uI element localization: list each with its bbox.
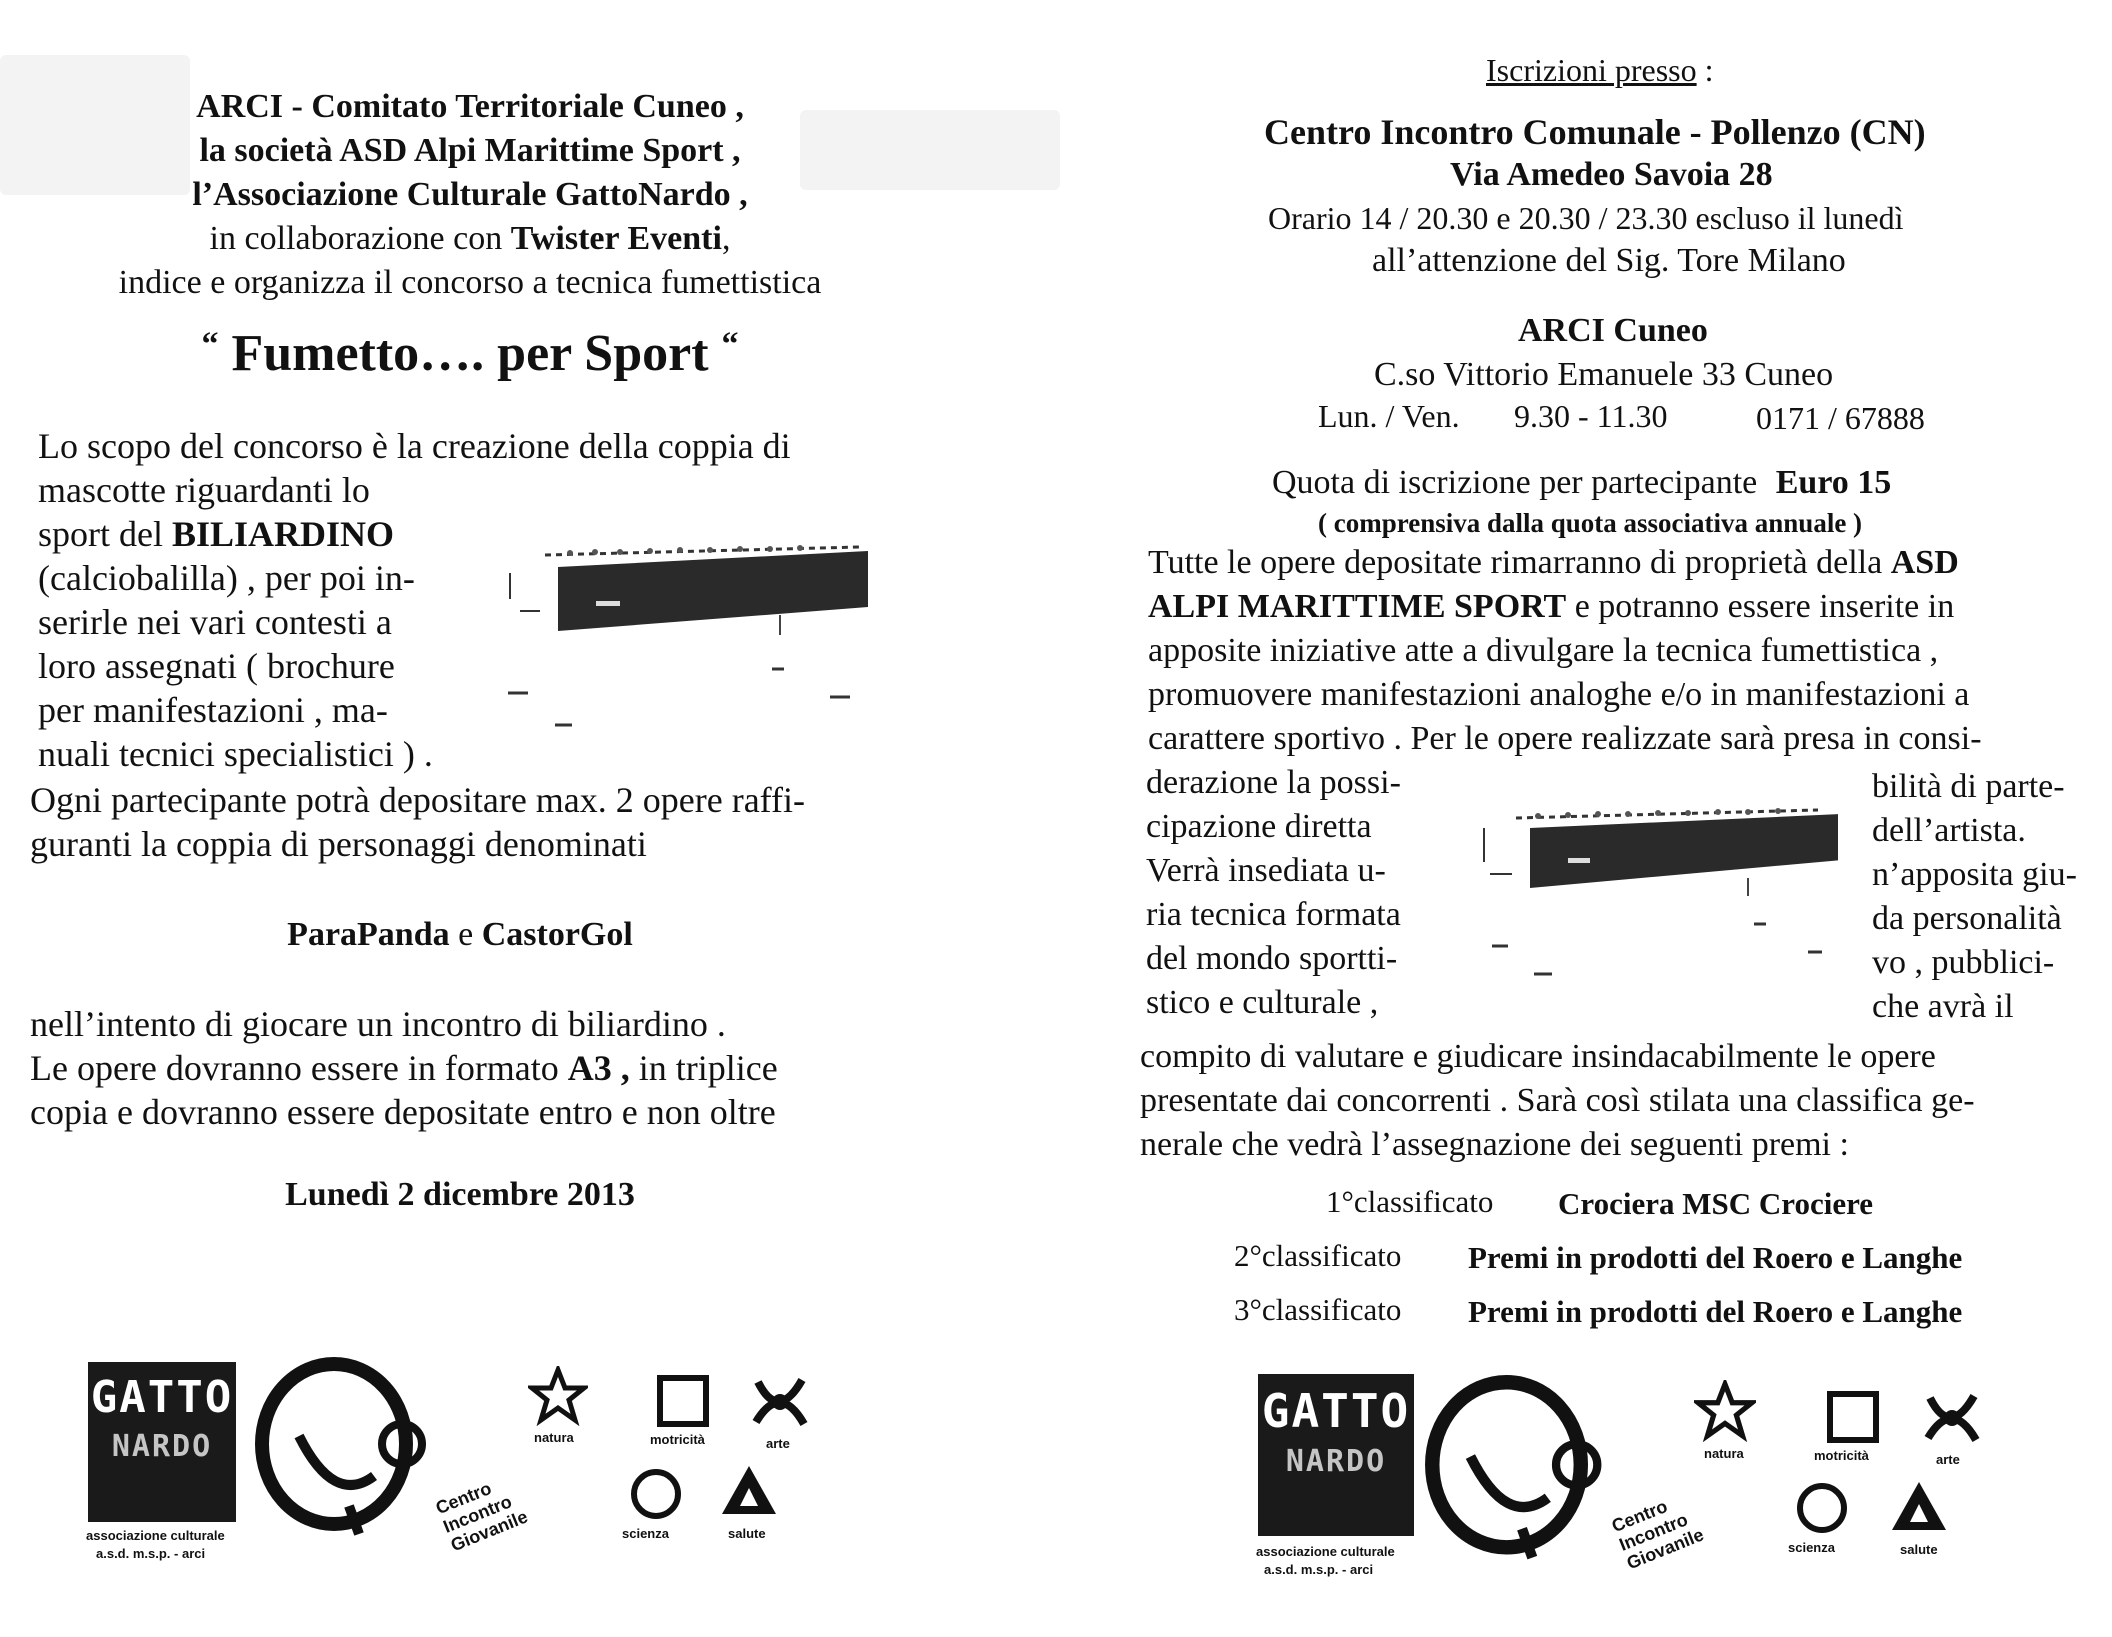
p2-line-1: Ogni partecipante potrà depositare max. 2 opere raffi- <box>30 780 806 820</box>
collaboration-line <box>60 222 880 256</box>
label-arte: arte <box>766 1436 790 1451</box>
body-line-2-suffix: e potranno essere inserite in <box>1574 588 1955 625</box>
wrap-right-3: n’apposita giu- <box>1872 856 2077 893</box>
triangle-icon <box>718 1462 780 1523</box>
gattonardo-logo <box>88 1362 236 1522</box>
wrap-right-2: dell’artista. <box>1872 812 2026 849</box>
body-line-1-bold: ASD <box>1890 544 1959 581</box>
wrap-left-1: derazione la possi- <box>1146 764 1401 801</box>
arci-phone: 0171 / 67888 <box>1756 400 1925 436</box>
centro-q-logo-right <box>1424 1374 1620 1575</box>
fee-text: Quota di iscrizione per partecipante <box>1272 464 1758 501</box>
foosball-table-image <box>500 535 880 735</box>
label-scienza-right: scienza <box>1788 1540 1835 1555</box>
label-scienza: scienza <box>622 1526 669 1541</box>
venue-address: Via Amedeo Savoia 28 <box>1450 156 1773 193</box>
label-motricita-right: motricità <box>1814 1448 1869 1463</box>
arci-days: Lun. / Ven. <box>1318 398 1460 434</box>
p3-line-2-bold: A3 , <box>567 1048 630 1088</box>
arci-name: ARCI Cuneo <box>1518 312 1708 349</box>
registration-heading <box>1486 54 1714 86</box>
fee-amount: Euro 15 <box>1775 464 1892 501</box>
p1-line-2: mascotte riguardanti lo <box>38 470 370 510</box>
p2-line-2: guranti la coppia di personaggi denominati <box>30 824 647 864</box>
venue-attention: all’attenzione del Sig. Tore Milano <box>1372 242 1846 279</box>
deadline: Lunedì 2 dicembre 2013 <box>285 1176 635 1213</box>
contest-title <box>60 325 880 382</box>
body-line-1 <box>1148 546 1959 580</box>
body-line-2-bold: ALPI MARITTIME SPORT <box>1148 588 1567 625</box>
body-line-13: presentate dai concorrenti . Sarà così stilata una classifica ge- <box>1140 1082 1975 1119</box>
venue-name-b: Pollenzo (CN) <box>1710 112 1926 152</box>
wrap-left-3: Verrà insediata u- <box>1146 852 1386 889</box>
label-natura-right: natura <box>1704 1446 1744 1461</box>
char-1: ParaPanda <box>287 916 450 953</box>
gatto-logo-top: GATTO <box>90 1372 234 1423</box>
collab-name: Twister Eventi <box>510 220 722 257</box>
venue-line <box>1264 114 1926 150</box>
prize-3-prize: Premi in prodotti del Roero e Langhe <box>1468 1294 1963 1329</box>
wrap-right-4: da personalità <box>1872 900 2062 937</box>
char-2: CastorGol <box>481 916 633 953</box>
wrap-left-2: cipazione diretta <box>1146 808 1372 845</box>
characters-line <box>60 918 860 952</box>
label-natura: natura <box>534 1430 574 1445</box>
gatto-logo-top-right: GATTO <box>1261 1384 1411 1438</box>
collab-suffix: , <box>721 220 731 257</box>
header-line-2: la società ASD Alpi Marittime Sport , <box>199 132 741 169</box>
char-and: e <box>458 916 474 953</box>
p1-line-3-prefix: sport del <box>38 514 163 554</box>
gatto-caption-1: associazione culturale <box>86 1528 225 1543</box>
body-line-14: nerale che vedrà l’assegnazione dei seguenti premi : <box>1140 1126 1849 1163</box>
centro-caption: Centro Incontro Giovanile <box>432 1477 531 1555</box>
header-line-1: ARCI - Comitato Territoriale Cuneo , <box>196 88 744 125</box>
venue-dash: - <box>1689 112 1702 152</box>
venue-hours: Orario 14 / 20.30 e 20.30 / 23.30 escluso il lunedì <box>1268 200 1904 236</box>
scan-smudge <box>0 55 190 195</box>
p3-line-2 <box>30 1050 778 1086</box>
wrap-right-5: vo , pubblici- <box>1872 944 2055 981</box>
organizes-line: indice e organizza il concorso a tecnica fumettistica <box>118 264 822 301</box>
arci-address: C.so Vittorio Emanuele 33 Cuneo <box>1374 356 1834 393</box>
fee-line <box>1272 466 1891 500</box>
body-line-4: promuovere manifestazioni analoghe e/o in manifestazioni a <box>1148 676 1970 713</box>
venue-name-a: Centro Incontro Comunale <box>1264 112 1681 152</box>
wrap-left-4: ria tecnica formata <box>1146 896 1401 933</box>
gatto-logo-bottom: NARDO <box>111 1429 213 1464</box>
title-text: Fumetto…. per Sport <box>231 325 709 382</box>
body-line-5: carattere sportivo . Per le opere realizzate sarà presa in consi- <box>1148 720 1982 757</box>
body-line-2 <box>1148 590 1954 624</box>
square-icon <box>656 1374 710 1433</box>
wrap-left-5: del mondo sportti- <box>1146 940 1398 977</box>
p1-line-8: nuali tecnici specialistici ) . <box>38 734 433 774</box>
prize-3-place: 3°classificato <box>1234 1292 1402 1327</box>
gatto-caption-2: a.s.d. m.s.p. - arci <box>96 1546 206 1561</box>
header-line-3: l’Associazione Culturale GattoNardo , <box>192 176 748 213</box>
circle-icon-right <box>1794 1480 1850 1541</box>
p3-line-3: copia e dovranno essere depositate entro e non oltre <box>30 1092 776 1132</box>
wrap-left-6: stico e culturale , <box>1146 984 1379 1021</box>
arte-icon-right <box>1920 1388 1984 1453</box>
p1-line-3-bold: BILIARDINO <box>171 514 395 554</box>
gatto-logo-bottom-right: NARDO <box>1285 1444 1387 1479</box>
body-line-1-prefix: Tutte le opere depositate rimarranno di proprietà della <box>1148 544 1883 581</box>
p1-line-1: Lo scopo del concorso è la creazione della coppia di <box>38 426 791 466</box>
wrap-right-6: che avrà il <box>1872 988 2014 1025</box>
prize-1-prize: Crociera MSC Crociere <box>1558 1186 1874 1221</box>
star-icon-right <box>1694 1380 1756 1447</box>
wrap-right-1: bilità di parte- <box>1872 768 2065 805</box>
label-arte-right: arte <box>1936 1452 1960 1467</box>
gattonardo-logo-right <box>1258 1374 1414 1536</box>
registration-colon: : <box>1704 52 1714 88</box>
p3-line-2-suffix: in triplice <box>638 1048 778 1088</box>
collab-prefix: in collaborazione con <box>209 220 503 257</box>
triangle-icon-right <box>1888 1478 1950 1539</box>
foosball-table-image-right <box>1478 798 1838 988</box>
p1-line-4: (calciobalilla) , per poi in- <box>38 558 415 598</box>
label-motricita: motricità <box>650 1432 705 1447</box>
p3-line-2-prefix: Le opere dovranno essere in formato <box>30 1048 559 1088</box>
title-open-quote: “ <box>201 326 219 363</box>
fee-note: ( comprensiva dalla quota associativa annuale ) <box>1318 508 1863 538</box>
p1-line-6: loro assegnati ( brochure <box>38 646 395 686</box>
label-salute: salute <box>728 1526 766 1541</box>
p1-line-5: serirle nei vari contesti a <box>38 602 392 642</box>
prize-1-place: 1°classificato <box>1326 1184 1494 1219</box>
arte-icon <box>748 1372 812 1437</box>
p1-line-3 <box>38 516 394 552</box>
gatto-caption-1-right: associazione culturale <box>1256 1544 1395 1559</box>
body-line-3: apposite iniziative atte a divulgare la tecnica fumettistica , <box>1148 632 1939 669</box>
p3-line-1: nell’intento di giocare un incontro di biliardino . <box>30 1004 726 1044</box>
centro-q-logo <box>254 1356 444 1551</box>
body-line-12: compito di valutare e giudicare insindacabilmente le opere <box>1140 1038 1936 1075</box>
star-icon <box>528 1366 588 1431</box>
title-close-quote: “ <box>721 326 739 363</box>
label-salute-right: salute <box>1900 1542 1938 1557</box>
centro-caption-right: Centro Incontro Giovanile <box>1608 1495 1707 1573</box>
arci-hours: 9.30 - 11.30 <box>1514 398 1668 434</box>
circle-icon <box>628 1466 684 1527</box>
square-icon-right <box>1826 1390 1880 1449</box>
prize-2-prize: Premi in prodotti del Roero e Langhe <box>1468 1240 1963 1275</box>
gatto-caption-2-right: a.s.d. m.s.p. - arci <box>1264 1562 1374 1577</box>
p1-line-7: per manifestazioni , ma- <box>38 690 388 730</box>
registration-heading-text: Iscrizioni presso <box>1486 52 1697 88</box>
prize-2-place: 2°classificato <box>1234 1238 1402 1273</box>
